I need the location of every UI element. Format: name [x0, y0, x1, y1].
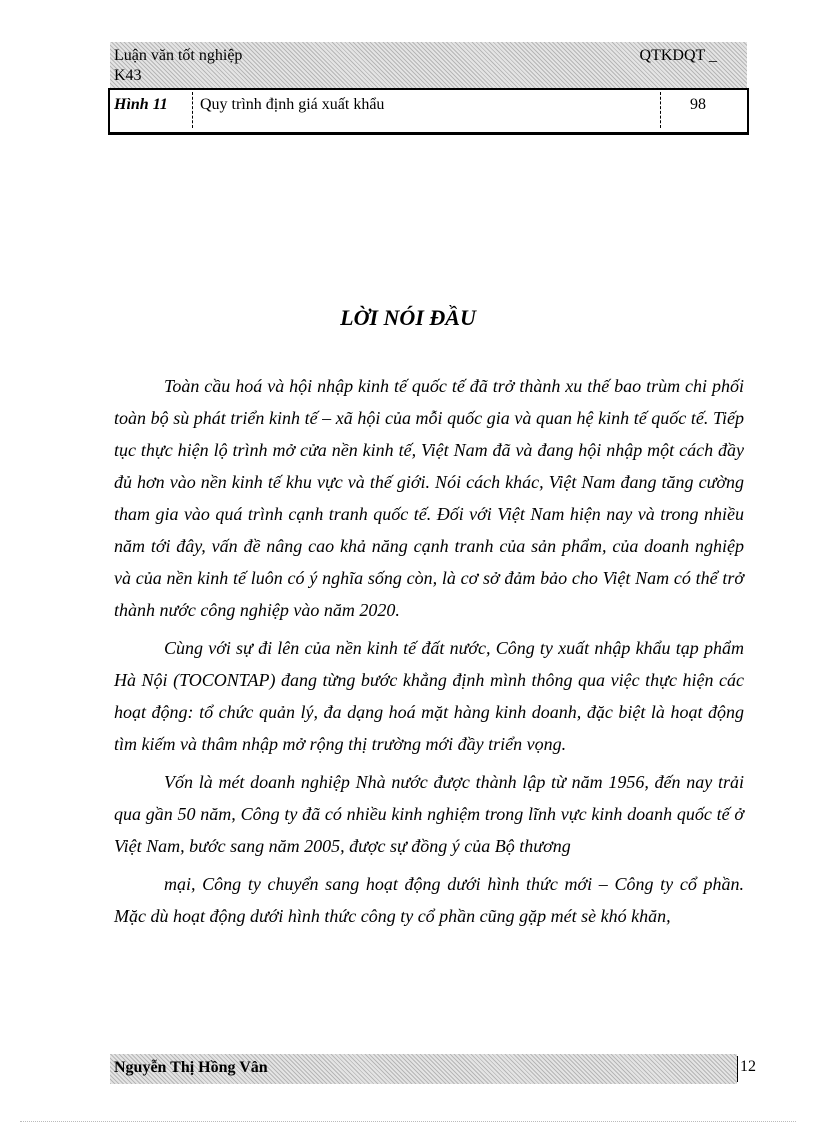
- body-text: [114, 370, 744, 938]
- header-course-code: QTKDQT _: [639, 47, 717, 64]
- footer-divider: [737, 1056, 738, 1082]
- header-thesis-label: Luận văn tốt nghiệp K43: [114, 47, 243, 84]
- toc-separator: [660, 92, 661, 128]
- toc-figure-title: Quy trình định giá xuất khẩu: [200, 96, 385, 113]
- footer-author: Nguyễn Thị Hồng Vân: [114, 1059, 268, 1076]
- page-header: [110, 42, 747, 88]
- paragraph: Vốn là mét doanh nghiệp Nhà nước được thành lập từ năm 1956, đến nay trải qua gần 50 năm, Công ty đã có nhiều kinh nghiệm trong lĩnh vực kinh doanh quốc tế ở Việt Nam, bước sang năm 2005, được sự đồng ý của Bộ thương: [114, 772, 744, 856]
- page-title: LỜI NÓI ĐẦU: [340, 305, 476, 330]
- continuation-rest: phần. Mặc dù hoạt động dưới hình thức công ty cổ phần cũng gặp mét sè khó khăn,: [114, 874, 745, 926]
- page-footer: [110, 1054, 737, 1084]
- toc-separator: [192, 92, 193, 128]
- continuation-first-line: mại, Công ty chuyển sang hoạt động dưới hình thức mới – Công ty cổ: [164, 874, 697, 894]
- page-number: 12: [740, 1058, 756, 1075]
- toc-page-number: 98: [690, 96, 706, 113]
- paragraph: Toàn cầu hoá và hội nhập kinh tế quốc tế đã trở thành xu thế bao trùm chi phối toàn bộ sù phát triển kinh tế – xã hội của mỗi quốc gia và quan hệ kinh tế quốc tế. Tiếp tục thực hiện lộ trình mở cửa nền kinh tế, Việt Nam đã và đang hội nhập một cách đầy đủ hơn vào nền kinh tế khu vực và thế giới. Nói cách khác, Việt Nam đang tăng cường tham gia vào quá trình cạnh tranh quốc tế. Đối với Việt Nam hiện nay và trong nhiều năm tới đây, vấn đề nâng cao khả năng cạnh tranh của sản phẩm, của doanh nghiệp và của nền kinh tế luôn có ý nghĩa sống còn, là cơ sở đảm bảo cho Việt Nam có thể trở thành nước công nghiệp vào năm 2020.: [114, 376, 744, 620]
- page-bottom-rule: [20, 1121, 796, 1122]
- toc-figure-label: Hình 11: [114, 96, 168, 113]
- toc-row: [108, 88, 749, 135]
- paragraph-continuation: [114, 868, 744, 932]
- paragraph: Cùng với sự đi lên của nền kinh tế đất nước, Công ty xuất nhập khẩu tạp phẩm Hà Nội (TOCONTAP) đang từng bước khẳng định mình thông qua việc thực hiện các hoạt động: tổ chức quản lý, đa dạng hoá mặt hàng kinh doanh, đặc biệt là hoạt động tìm kiếm và thâm nhập mở rộng thị trường mới đầy triển vọng.: [114, 638, 744, 754]
